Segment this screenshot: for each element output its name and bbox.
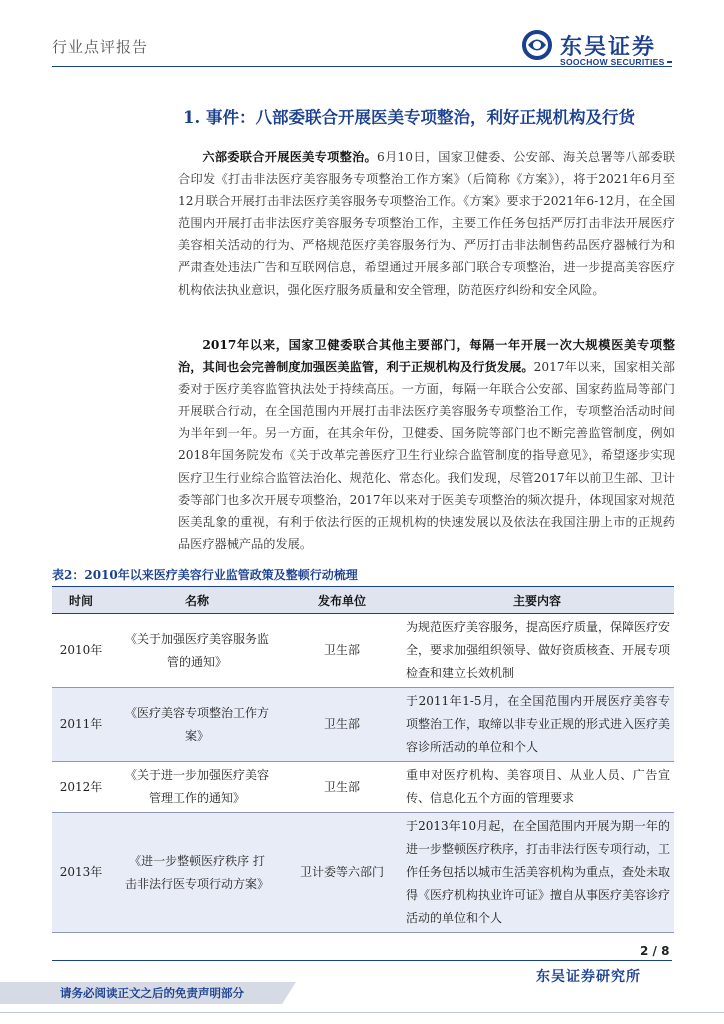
report-type-label: 行业点评报告 [52, 38, 149, 56]
header-name: 名称 [110, 587, 284, 614]
cell-name: 《医疗美容专项整治工作方案》 [110, 688, 284, 762]
table-header-row [52, 587, 674, 614]
cell-content: 于2013年10月起，在全国范围内开展为期一年的进一步整顿医疗秩序，打击非法行医专项行动，工作任务包括以城市生活美容机构为重点，查处未取得《医疗机构执业许可证》擅自从事医疗美容诊疗活动的单位和个人 [400, 813, 674, 933]
logo-english-name: SOOCHOW SECURITIES [560, 57, 665, 67]
bottom-divider [0, 1012, 724, 1013]
cell-name: 《进一步整顿医疗秩序 打击非法行医专项行动方案》 [110, 813, 284, 933]
cell-publisher: 卫生部 [284, 614, 400, 688]
cell-publisher: 卫生部 [284, 762, 400, 813]
paragraph-2-body: 2017年以来，国家相关部委对于医疗美容监管执法处于持续高压。一方面，每隔一年联合公安部、国家药监局等部门开展联合行动，在全国范围内开展打击非法医疗美容服务专项整治工作，专项整治活动时间为半年到一年。另一方面，在其余年份，卫健委、国务院等部门也不断完善监管制度，例如2018年国务院发布《关于改革完善医疗卫生行业综合监管制度的指导意见》，希望逐步实现医疗卫生行业综合监管法治化、规范化、常态化。我们发现，尽管2017年以前卫生部、卫计委等部门也多次开展专项整治，2017年以来对于医美专项整治的频次提升，体现国家对规范医美乱象的重视，有利于依法行医的正规机构的快速发展以及依法在我国注册上市的正规药品医疗器械产品的发展。 [178, 360, 675, 551]
paragraph-2-lead: 2017年以来，国家卫健委联合其他主要部门，每隔一年开展一次大规模医美专项整治，其间也会完善制度加强医美监管，利于正规机构及行货发展。 [178, 338, 675, 375]
header-divider-mark [667, 61, 672, 63]
cell-name: 《关于进一步加强医疗美容管理工作的通知》 [110, 762, 284, 813]
footer-organization: 东吴证券研究所 [536, 969, 641, 985]
cell-time: 2010年 [52, 614, 110, 688]
cell-publisher: 卫生部 [284, 688, 400, 762]
cell-time: 2011年 [52, 688, 110, 762]
paragraph-1-body: 6月10日，国家卫健委、公安部、海关总署等八部委联合印发《打击非法医疗美容服务专项整治工作方案》（后简称《方案》），将于2021年6月至12月联合开展打击非法医疗美容服务专项整治工作。《方案》要求于2021年6-12月，在全国范围内开展打击非法医疗美容服务专项整治工作，主要工作任务包括严厉打击非法开展医疗美容相关活动的行为、严格规范医疗美容服务行为、严厉打击非法制售药品医疗器械行为和严肃查处违法广告和互联网信息，希望通过开展多部门联合专项整治，进一步提高美容医疗机构依法执业意识，强化医疗服务质量和安全管理，防范医疗纠纷和安全风险。 [178, 150, 676, 297]
header-publisher: 发布单位 [284, 587, 400, 614]
logo-chinese-name: 东吴证券 [560, 35, 657, 60]
policy-table [52, 586, 674, 933]
section-title: 1. 事件：八部委联合开展医美专项整治，利好正规机构及行货 [183, 108, 635, 127]
soochow-logo-icon [520, 30, 554, 64]
cell-time: 2012年 [52, 762, 110, 813]
table-row [52, 614, 674, 688]
cell-content: 重申对医疗机构、美容项目、从业人员、广告宣传、信息化五个方面的管理要求 [400, 762, 674, 813]
table-row [52, 762, 674, 813]
cell-time: 2013年 [52, 813, 110, 933]
disclaimer-text: 请务必阅读正文之后的免责声明部分 [60, 986, 244, 1000]
cell-content: 于2011年1-5月，在全国范围内开展医疗美容专项整治工作，取缔以非专业正规的形式进入医疗美容诊所活动的单位和个人 [400, 688, 674, 762]
cell-publisher: 卫计委等六部门 [284, 813, 400, 933]
table-row [52, 688, 674, 762]
disclaimer-banner [0, 982, 282, 1004]
footer-divider [52, 960, 672, 961]
company-logo [520, 30, 690, 70]
table-caption: 表2：2010年以来医疗美容行业监管政策及整顿行动梳理 [52, 568, 358, 582]
header-divider [52, 66, 672, 67]
cell-name: 《关于加强医疗美容服务监管的通知》 [110, 614, 284, 688]
table-row [52, 813, 674, 933]
header-content: 主要内容 [400, 587, 674, 614]
paragraph-2 [178, 334, 675, 555]
header-time: 时间 [52, 587, 110, 614]
cell-content: 为规范医疗美容服务，提高医疗质量，保障医疗安全，要求加强组织领导、做好资质核查、开展专项检查和建立长效机制 [400, 614, 674, 688]
paragraph-1 [178, 146, 675, 301]
page-number: 2 / 8 [640, 944, 670, 958]
paragraph-1-lead: 六部委联合开展医美专项整治。 [202, 150, 378, 164]
